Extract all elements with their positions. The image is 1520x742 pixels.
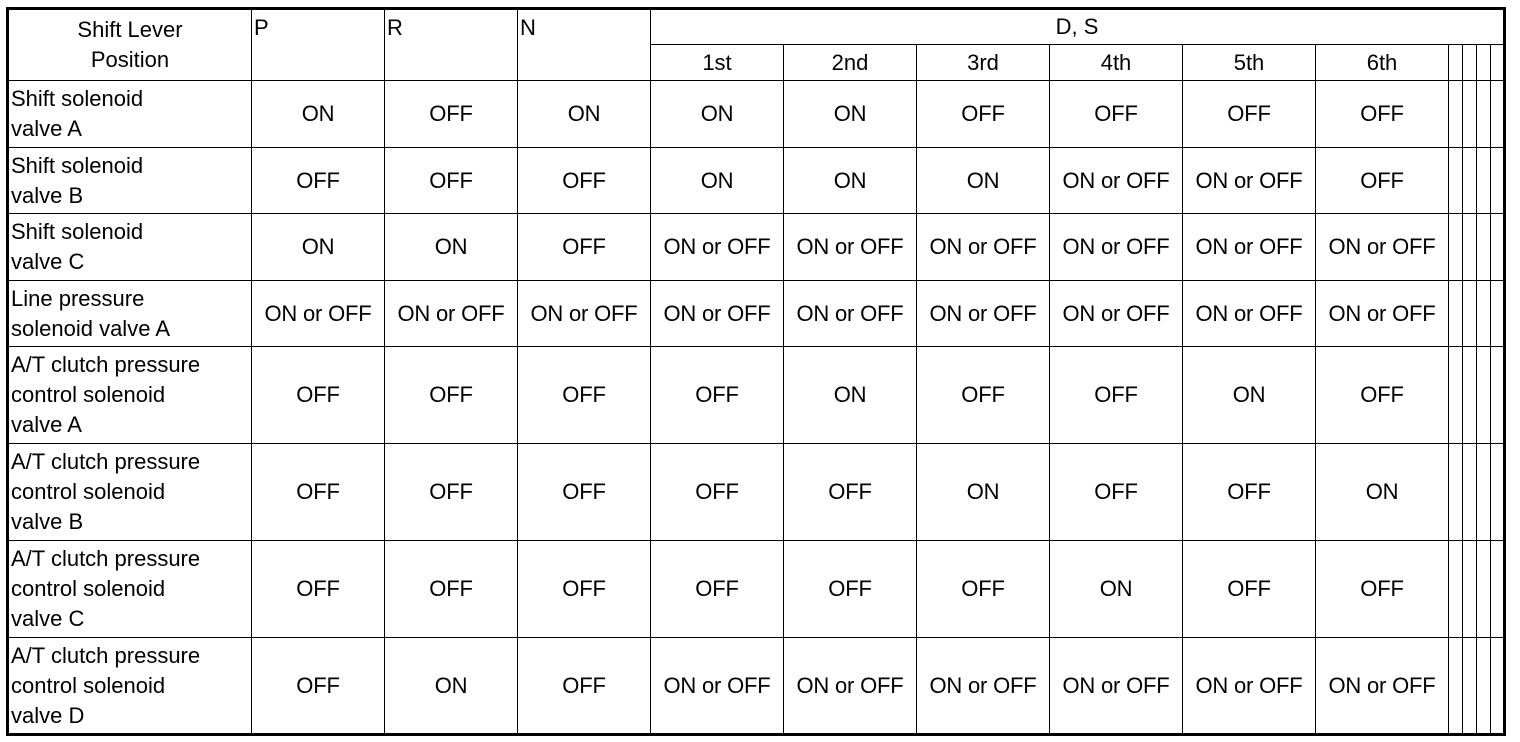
shift-lever-position-header bbox=[8, 9, 252, 81]
state-cell: ON or OFF bbox=[651, 281, 784, 347]
state-cell: ON bbox=[518, 81, 651, 148]
blank-column-cell bbox=[1477, 444, 1491, 541]
component-label-cell bbox=[8, 214, 252, 281]
gear-header: 4th bbox=[1050, 45, 1183, 81]
state-cell: ON bbox=[651, 148, 784, 214]
state-cell: OFF bbox=[518, 638, 651, 735]
blank-column-cell bbox=[1463, 81, 1477, 148]
gear-header: 2nd bbox=[784, 45, 917, 81]
state-cell: OFF bbox=[252, 541, 385, 638]
component-label-line: Shift solenoid bbox=[11, 152, 144, 178]
blank-column-cell bbox=[1477, 541, 1491, 638]
state-cell: ON bbox=[917, 148, 1050, 214]
blank-column-cell bbox=[1491, 148, 1505, 214]
state-cell: ON or OFF bbox=[784, 638, 917, 735]
position-group-header-d-s: D, S bbox=[651, 9, 1505, 45]
state-cell: ON or OFF bbox=[1050, 214, 1183, 281]
state-cell: OFF bbox=[385, 541, 518, 638]
state-cell: OFF bbox=[917, 81, 1050, 148]
table-row bbox=[8, 148, 1505, 214]
blank-column-cell bbox=[1477, 347, 1491, 444]
state-cell: OFF bbox=[385, 444, 518, 541]
state-cell: ON or OFF bbox=[1316, 281, 1449, 347]
state-cell: ON or OFF bbox=[1183, 148, 1316, 214]
gear-header: 5th bbox=[1183, 45, 1316, 81]
state-cell: OFF bbox=[1050, 81, 1183, 148]
component-label-line: A/T clutch pressure bbox=[11, 642, 201, 668]
state-cell: OFF bbox=[784, 541, 917, 638]
state-cell: OFF bbox=[1316, 347, 1449, 444]
state-cell: ON or OFF bbox=[1183, 281, 1316, 347]
table-row bbox=[8, 281, 1505, 347]
state-cell: ON or OFF bbox=[1183, 214, 1316, 281]
state-cell: ON or OFF bbox=[917, 638, 1050, 735]
state-cell: ON or OFF bbox=[1316, 638, 1449, 735]
blank-column-cell bbox=[1463, 444, 1477, 541]
position-header-r: R bbox=[385, 9, 518, 81]
blank-column-cell bbox=[1463, 347, 1477, 444]
blank-column-cell bbox=[1463, 638, 1477, 735]
state-cell: OFF bbox=[385, 148, 518, 214]
state-cell: ON or OFF bbox=[1050, 148, 1183, 214]
blank-column-cell bbox=[1463, 45, 1477, 81]
component-label-line: valve C bbox=[11, 606, 85, 631]
state-cell: ON or OFF bbox=[1050, 638, 1183, 735]
state-cell: ON or OFF bbox=[917, 281, 1050, 347]
component-label-line: A/T clutch pressure bbox=[11, 449, 201, 474]
state-cell: OFF bbox=[784, 444, 917, 541]
state-cell: OFF bbox=[1050, 444, 1183, 541]
state-cell: ON or OFF bbox=[784, 281, 917, 347]
blank-column-cell bbox=[1449, 81, 1463, 148]
state-cell: OFF bbox=[385, 347, 518, 444]
state-cell: OFF bbox=[1316, 148, 1449, 214]
component-label-line: control solenoid bbox=[11, 479, 166, 504]
blank-column-cell bbox=[1449, 541, 1463, 638]
state-cell: ON bbox=[1050, 541, 1183, 638]
blank-column-cell bbox=[1491, 81, 1505, 148]
blank-column-cell bbox=[1463, 148, 1477, 214]
blank-column-cell bbox=[1491, 444, 1505, 541]
blank-column-cell bbox=[1477, 214, 1491, 281]
component-label-line: Line pressure bbox=[11, 285, 145, 311]
position-header-line: Shift Lever bbox=[77, 17, 183, 42]
blank-column-cell bbox=[1449, 148, 1463, 214]
position-header-n: N bbox=[518, 9, 651, 81]
table-row bbox=[8, 347, 1505, 444]
state-cell: ON bbox=[784, 81, 917, 148]
component-label-line: valve C bbox=[11, 249, 85, 274]
state-cell: OFF bbox=[917, 347, 1050, 444]
blank-column-cell bbox=[1491, 281, 1505, 347]
component-label-line: solenoid valve A bbox=[11, 315, 170, 341]
state-cell: OFF bbox=[1183, 541, 1316, 638]
position-header-p: P bbox=[252, 9, 385, 81]
component-label-cell bbox=[8, 347, 252, 444]
state-cell: ON bbox=[252, 81, 385, 148]
table-row bbox=[8, 638, 1505, 735]
component-label-line: valve B bbox=[11, 509, 84, 534]
blank-column-cell bbox=[1449, 281, 1463, 347]
table-row bbox=[8, 81, 1505, 148]
blank-column-cell bbox=[1477, 281, 1491, 347]
table-body bbox=[8, 81, 1505, 735]
state-cell: OFF bbox=[252, 347, 385, 444]
state-cell: OFF bbox=[518, 214, 651, 281]
state-cell: OFF bbox=[1183, 81, 1316, 148]
blank-column-cell bbox=[1449, 214, 1463, 281]
state-cell: ON or OFF bbox=[1183, 638, 1316, 735]
solenoid-operation-table bbox=[6, 7, 1506, 736]
state-cell: OFF bbox=[1183, 444, 1316, 541]
state-cell: OFF bbox=[651, 541, 784, 638]
component-label-cell bbox=[8, 541, 252, 638]
state-cell: OFF bbox=[518, 347, 651, 444]
component-label-cell bbox=[8, 444, 252, 541]
state-cell: ON or OFF bbox=[651, 638, 784, 735]
gear-header: 3rd bbox=[917, 45, 1050, 81]
gear-header: 1st bbox=[651, 45, 784, 81]
blank-column-cell bbox=[1491, 541, 1505, 638]
gear-header: 6th bbox=[1316, 45, 1449, 81]
state-cell: OFF bbox=[1050, 347, 1183, 444]
state-cell: ON or OFF bbox=[1050, 281, 1183, 347]
component-label-line: A/T clutch pressure bbox=[11, 546, 201, 571]
component-label-cell bbox=[8, 638, 252, 735]
state-cell: OFF bbox=[385, 81, 518, 148]
blank-column-cell bbox=[1463, 541, 1477, 638]
component-label-line: control solenoid bbox=[11, 382, 166, 407]
state-cell: OFF bbox=[252, 638, 385, 735]
blank-column-cell bbox=[1449, 347, 1463, 444]
state-cell: ON bbox=[784, 347, 917, 444]
component-label-line: control solenoid bbox=[11, 576, 166, 601]
component-label-line: valve B bbox=[11, 182, 84, 208]
table-row bbox=[8, 214, 1505, 281]
blank-column-cell bbox=[1463, 281, 1477, 347]
state-cell: ON bbox=[385, 638, 518, 735]
blank-column-cell bbox=[1449, 45, 1463, 81]
state-cell: OFF bbox=[1316, 541, 1449, 638]
blank-column-cell bbox=[1491, 638, 1505, 735]
blank-column-cell bbox=[1491, 214, 1505, 281]
state-cell: ON bbox=[1316, 444, 1449, 541]
state-cell: ON or OFF bbox=[518, 281, 651, 347]
component-label-line: Shift solenoid bbox=[11, 86, 144, 111]
state-cell: OFF bbox=[917, 541, 1050, 638]
state-cell: ON bbox=[784, 148, 917, 214]
blank-column-cell bbox=[1477, 638, 1491, 735]
blank-column-cell bbox=[1477, 45, 1491, 81]
state-cell: ON or OFF bbox=[651, 214, 784, 281]
state-cell: ON bbox=[917, 444, 1050, 541]
state-cell: OFF bbox=[518, 148, 651, 214]
blank-column-cell bbox=[1477, 148, 1491, 214]
state-cell: OFF bbox=[518, 541, 651, 638]
state-cell: ON or OFF bbox=[252, 281, 385, 347]
component-label-line: control solenoid bbox=[11, 672, 166, 698]
state-cell: ON bbox=[385, 214, 518, 281]
blank-column-cell bbox=[1449, 444, 1463, 541]
component-label-line: A/T clutch pressure bbox=[11, 352, 201, 377]
state-cell: OFF bbox=[651, 444, 784, 541]
state-cell: ON or OFF bbox=[1316, 214, 1449, 281]
position-header-line: Position bbox=[90, 47, 170, 72]
blank-column-cell bbox=[1477, 81, 1491, 148]
blank-column-cell bbox=[1449, 638, 1463, 735]
state-cell: ON bbox=[1183, 347, 1316, 444]
component-label-cell bbox=[8, 281, 252, 347]
header-row-top bbox=[8, 9, 1505, 45]
component-label-line: Shift solenoid bbox=[11, 219, 144, 244]
blank-column-cell bbox=[1491, 347, 1505, 444]
state-cell: ON bbox=[252, 214, 385, 281]
state-cell: OFF bbox=[252, 148, 385, 214]
table-row bbox=[8, 444, 1505, 541]
blank-column-cell bbox=[1491, 45, 1505, 81]
state-cell: ON or OFF bbox=[784, 214, 917, 281]
state-cell: ON bbox=[651, 81, 784, 148]
state-cell: OFF bbox=[651, 347, 784, 444]
component-label-cell bbox=[8, 148, 252, 214]
component-label-line: valve A bbox=[11, 116, 82, 141]
state-cell: OFF bbox=[1316, 81, 1449, 148]
blank-column-cell bbox=[1463, 214, 1477, 281]
state-cell: ON or OFF bbox=[917, 214, 1050, 281]
state-cell: ON or OFF bbox=[385, 281, 518, 347]
state-cell: OFF bbox=[518, 444, 651, 541]
component-label-line: valve D bbox=[11, 702, 85, 728]
component-label-line: valve A bbox=[11, 412, 82, 437]
state-cell: OFF bbox=[252, 444, 385, 541]
table-row bbox=[8, 541, 1505, 638]
component-label-cell bbox=[8, 81, 252, 148]
